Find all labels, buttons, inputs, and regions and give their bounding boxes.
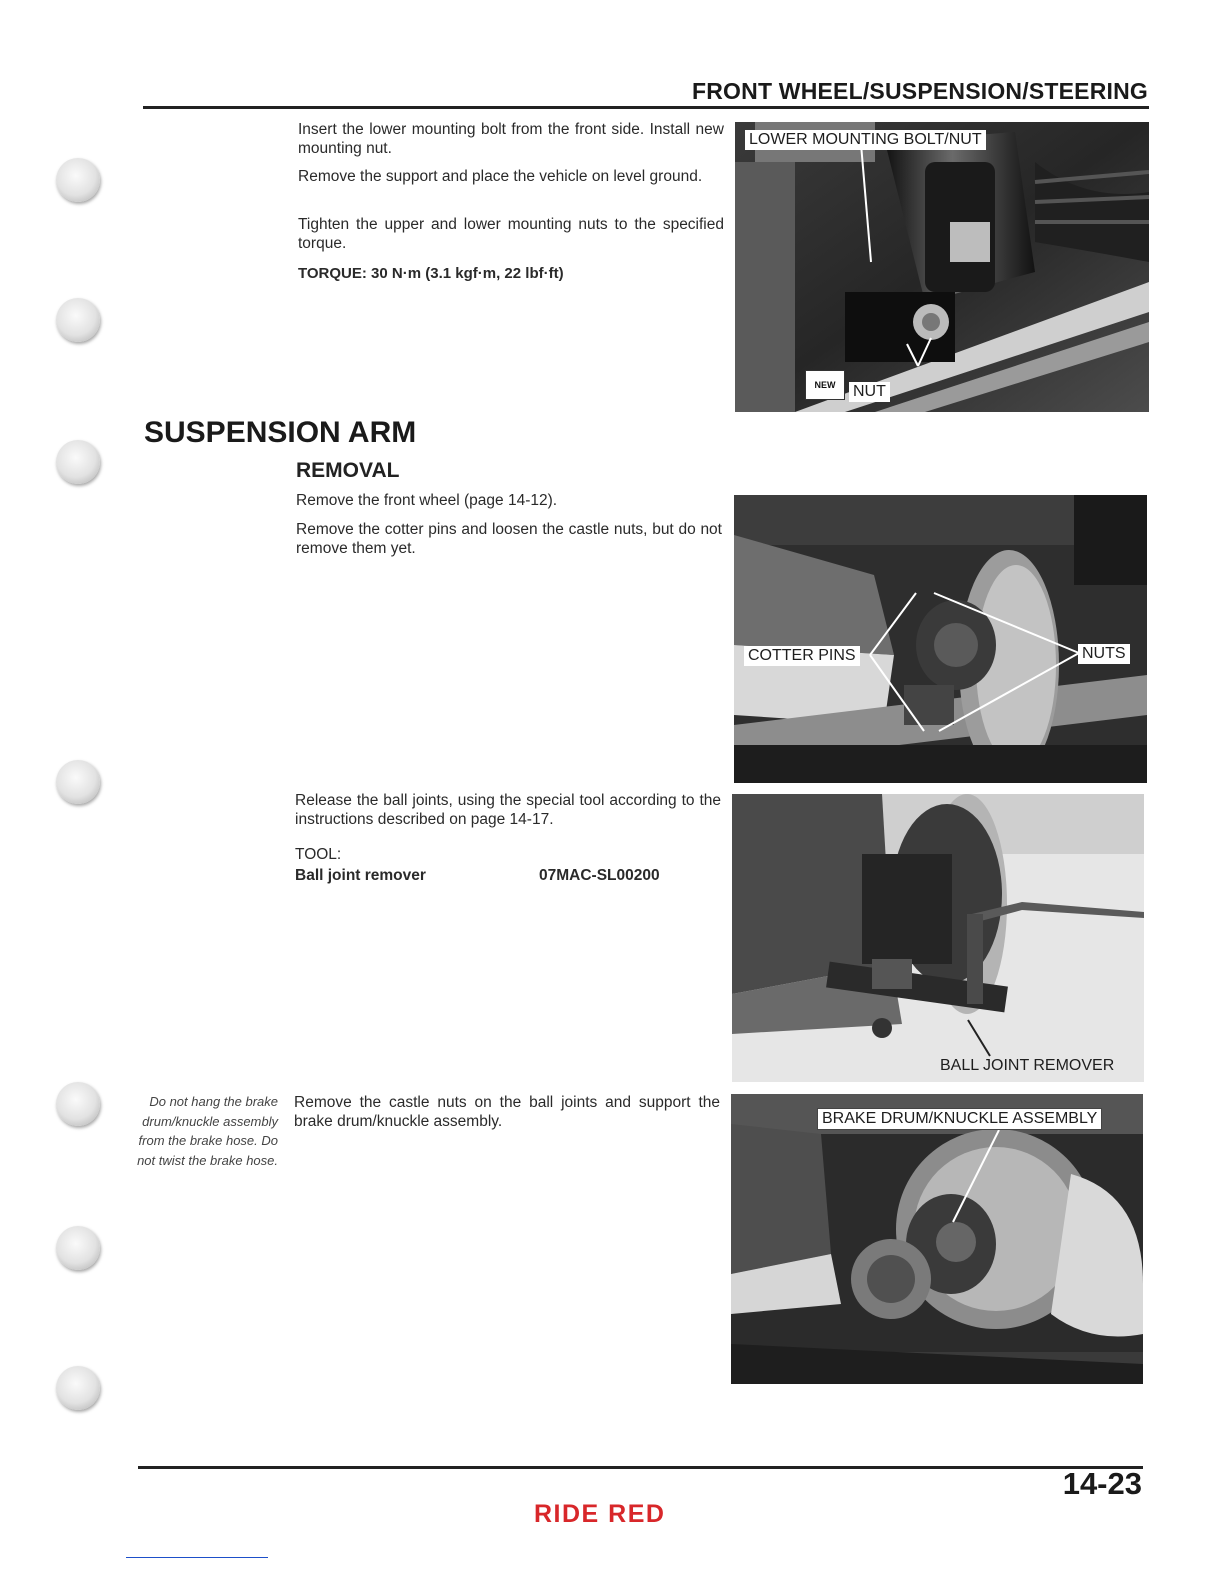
section-title-suspension-arm: SUSPENSION ARM <box>144 416 417 449</box>
photo-shock-mount <box>735 122 1149 412</box>
tool-name: Ball joint remover <box>295 867 426 884</box>
photo-brake-drum-knuckle <box>731 1094 1143 1384</box>
remove-castle-nuts-paragraph: Remove the castle nuts on the ball joints and support the brake drum/knuckle assembly. <box>294 1094 720 1130</box>
binder-hole <box>56 1366 100 1410</box>
tighten-nuts-paragraph: Tighten the upper and lower mounting nuts to the specified torque. <box>298 216 724 252</box>
torque-spec: TORQUE: 30 N·m (3.1 kgf·m, 22 lbf·ft) <box>298 265 564 282</box>
label-cotter-pins: COTTER PINS <box>744 646 860 666</box>
binder-hole <box>56 1226 100 1270</box>
photo-ball-joint-remover-tool <box>732 794 1144 1082</box>
subsection-title-removal: REMOVAL <box>296 459 400 482</box>
label-lower-mounting-bolt-nut: LOWER MOUNTING BOLT/NUT <box>745 130 986 150</box>
figure-brake-drum-knuckle-assembly <box>731 1094 1143 1384</box>
binder-hole <box>56 760 100 804</box>
binder-hole <box>56 298 100 342</box>
new-part-icon <box>805 370 845 400</box>
label-ball-joint-remover: BALL JOINT REMOVER <box>940 1057 1115 1074</box>
binder-hole <box>56 158 100 202</box>
label-brake-drum-knuckle-assembly: BRAKE DRUM/KNUCKLE ASSEMBLY <box>817 1108 1102 1130</box>
header-rule <box>143 106 1149 109</box>
footer-rule <box>138 1466 1143 1469</box>
page-number: 14-23 <box>1062 1466 1142 1501</box>
page-header-title: FRONT WHEEL/SUSPENSION/STEERING <box>691 78 1148 104</box>
bottom-link-underline <box>126 1557 268 1558</box>
tool-label: TOOL: <box>295 846 342 863</box>
photo-knuckle-cotter-pins <box>734 495 1147 783</box>
figure-ball-joint-remover <box>732 794 1144 1082</box>
figure-cotter-pins <box>734 495 1147 783</box>
new-badge-text: NEW <box>814 380 836 390</box>
side-note-brake-hose-warning: Do not hang the brake drum/knuckle assembly from the brake hose. Do not twist the brake hose. <box>137 1094 278 1168</box>
binder-hole <box>56 440 100 484</box>
label-nut: NUT <box>849 382 890 402</box>
remove-support-paragraph: Remove the support and place the vehicle on level ground. <box>298 168 703 185</box>
tool-number: 07MAC-SL00200 <box>539 867 660 884</box>
install-bolt-paragraph: Insert the lower mounting bolt from the front side. Install new mounting nut. <box>298 121 724 157</box>
label-nuts: NUTS <box>1078 644 1130 664</box>
figure-lower-mounting-bolt <box>735 122 1149 412</box>
binder-hole <box>56 1082 100 1126</box>
remove-cotter-pins-paragraph: Remove the cotter pins and loosen the castle nuts, but do not remove them yet. <box>296 521 722 557</box>
ride-red-logo: RIDE RED <box>534 1500 666 1528</box>
remove-front-wheel-paragraph: Remove the front wheel (page 14-12). <box>296 492 558 509</box>
release-ball-joints-paragraph: Release the ball joints, using the special tool according to the instructions described on page 14-17. <box>295 792 721 828</box>
